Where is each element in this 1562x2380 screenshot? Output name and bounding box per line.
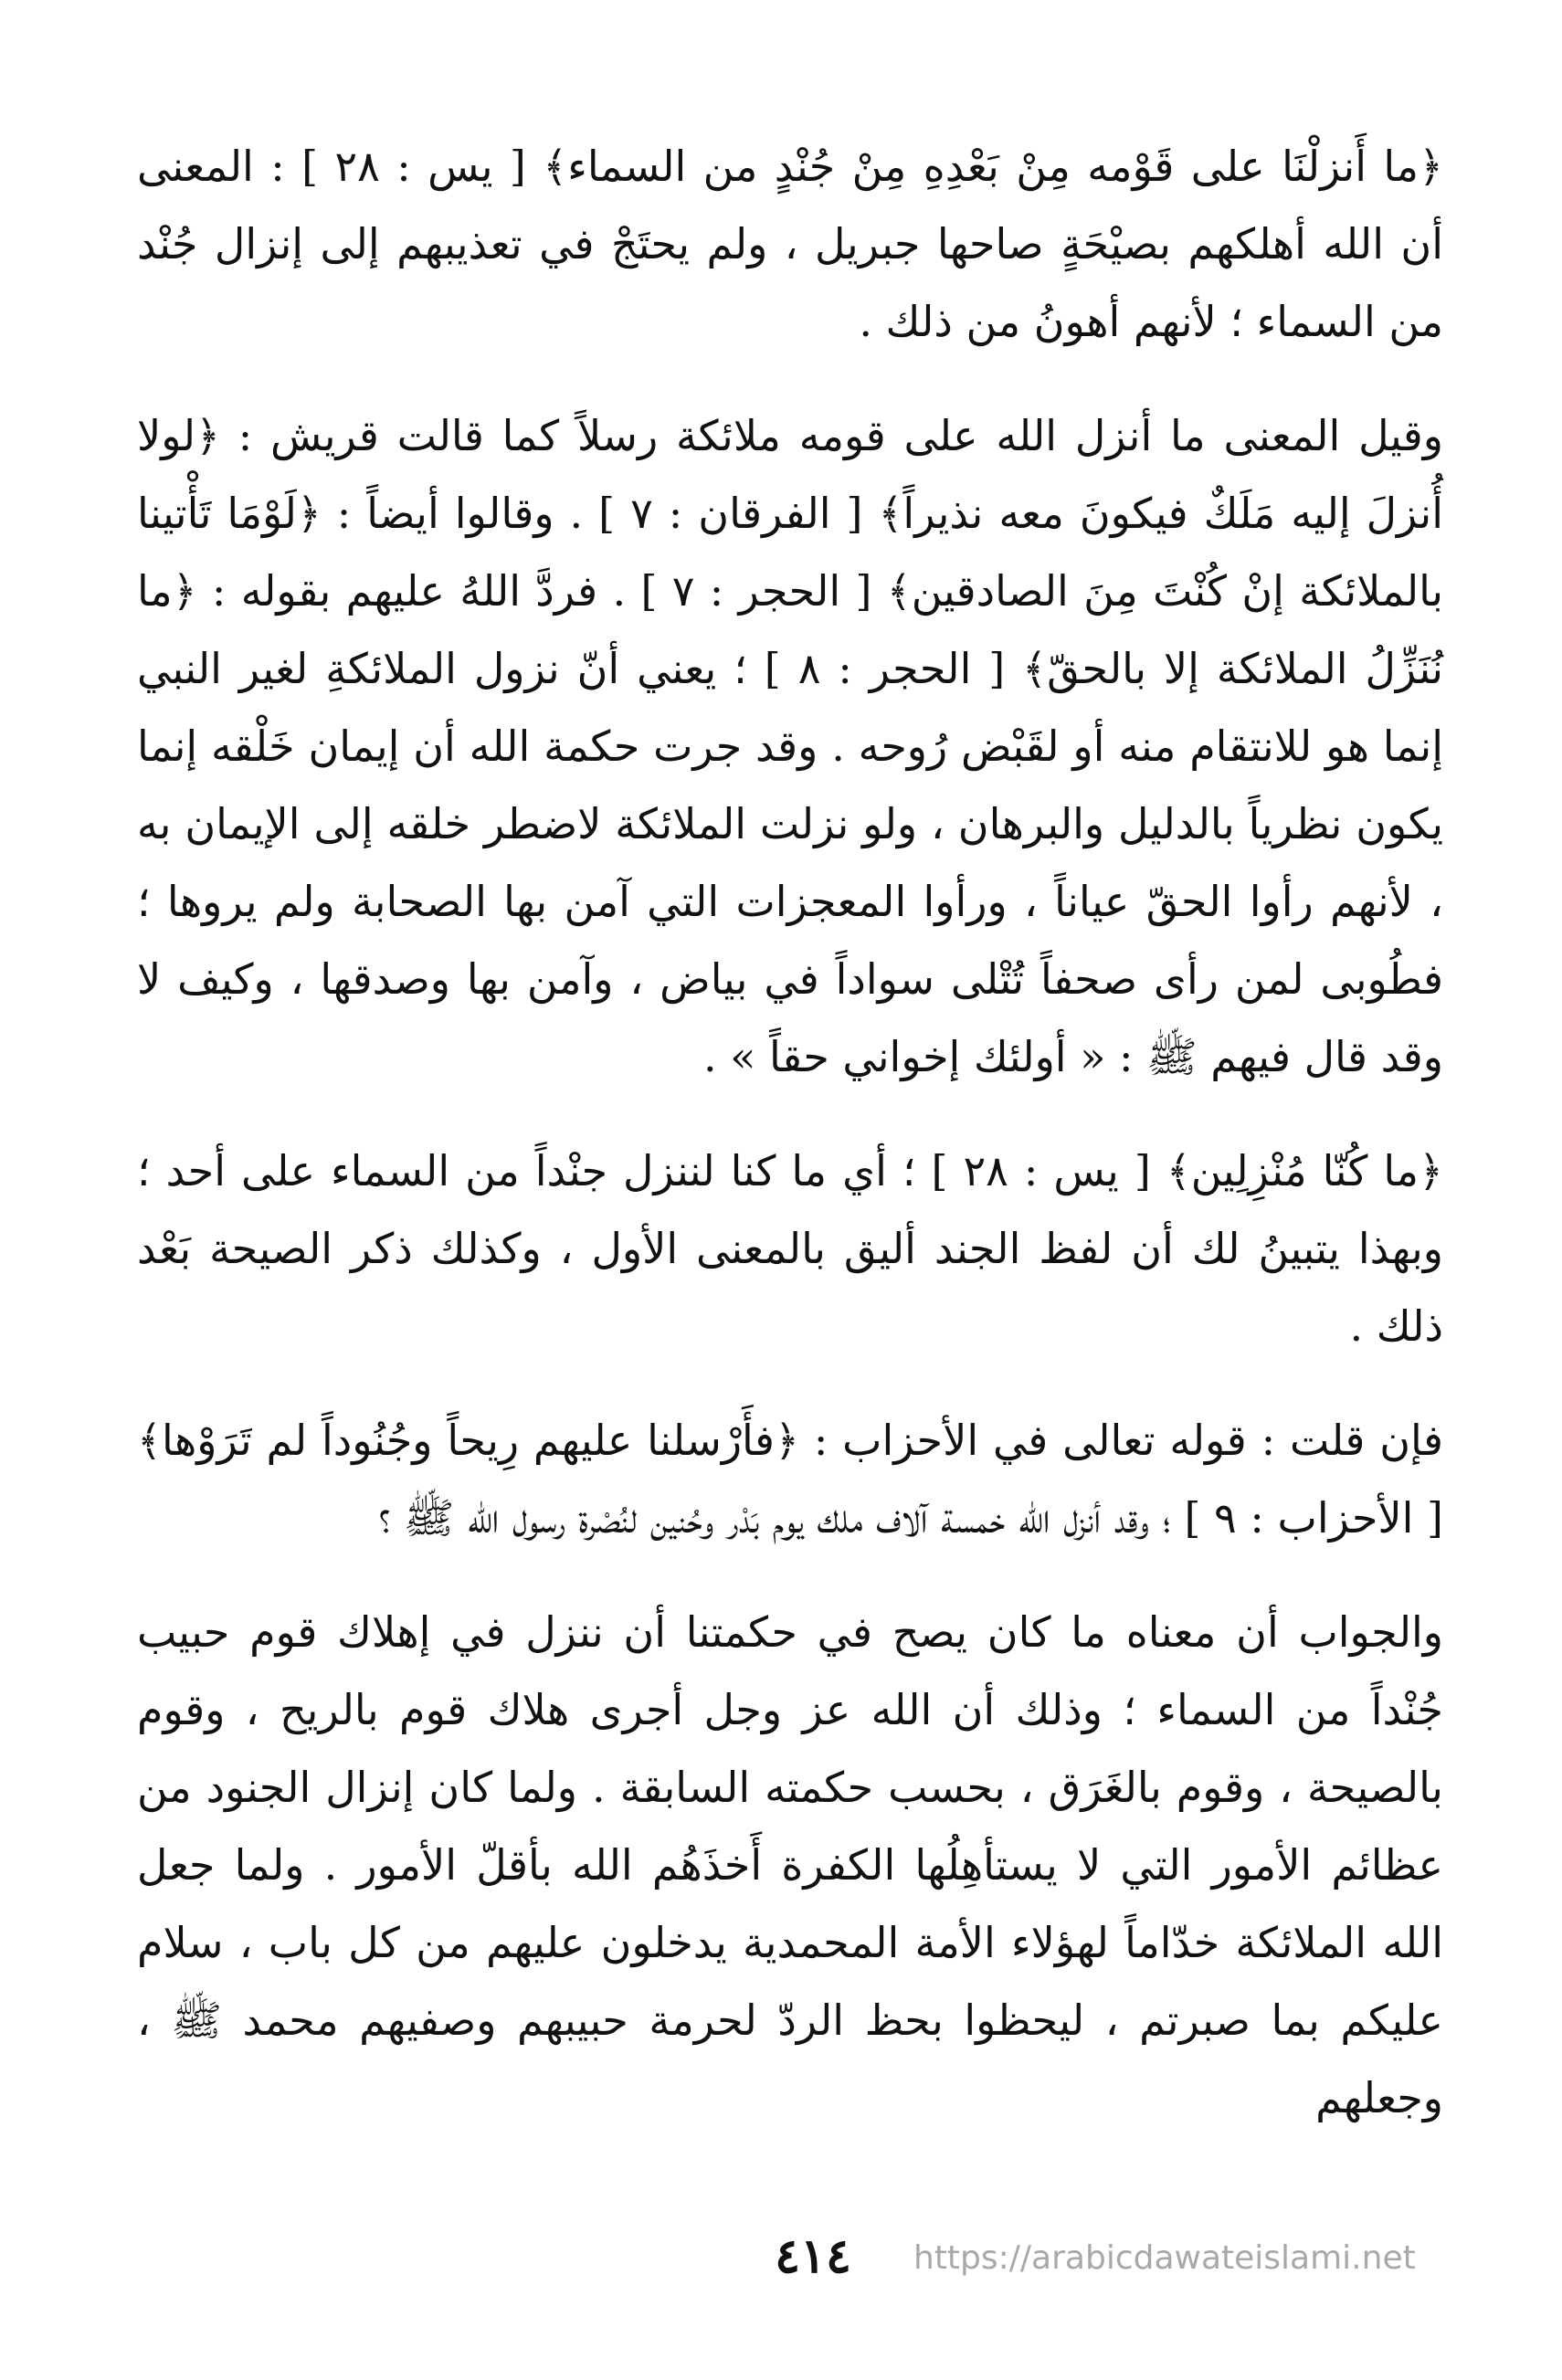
paragraph-1: ﴿ما أَنزلْنَا على قَوْمه مِنْ بَعْدِهِ مِنْ جُنْدٍ من السماء﴾ [ يس : ٢٨ ] : المعنى أن الله أهلكهم بصيْحَةٍ صاحها جبريل ، ولم يحتَجْ في تعذيبهم إلى إنزال جُنْد من السماء ؛ لأنهم أهونُ من ذلك . — [137, 142, 1443, 346]
page-number: ٤١٤ — [775, 2228, 851, 2284]
watermark-url: https://arabicdawateislami.net — [913, 2239, 1416, 2277]
paragraph-5: والجواب أن معناه ما كان يصح في حكمتنا أن ننزل في إهلاك قوم حبيب جُنْداً من السماء ؛ وذلك أن الله عز وجل أجرى هلاك قوم بالريح ، وقوم بالصيحة ، وقوم بالغَرَق ، بحسب حكمته السابقة . ولما كان إنزال الجنود من عظائم الأمور التي لا يستأهِلُها الكفرة أَخذَهُم الله بأقلّ الأمور . ولما جعل الله الملائكة خدّاماً لهؤلاء الأمة المحمدية يدخلون عليهم من كل باب ، سلام عليكم بما صبرتم ، ليحظوا بحظ الردّ لحرمة حبيبهم وصفيهم محمد ﷺ ، وجعلهم — [137, 1607, 1443, 2122]
paragraph-4: فإن قلت : قوله تعالى في الأحزاب : ﴿فأَرْسلنا عليهم رِيحاً وجُنُوداً لم تَرَوْها﴾ [ الأحزاب : ٩ ] ؛ وقد أنزل الله خمسة آلاف ملك يوم بَدْر وحُنين لنُصْرة رسول الله ﷺ ؟ — [137, 1416, 1443, 1543]
paragraph-3: ﴿ما كُنّا مُنْزِلِين﴾ [ يس : ٢٨ ] ؛ أي ما كنا لننزل جنْداً من السماء على أحد ؛ وبهذا يتبينُ لك أن لفظ الجند أليق بالمعنى الأول ، وكذلك ذكر الصيحة بَعْد ذلك . — [137, 1146, 1444, 1351]
page-body — [137, 128, 1443, 2192]
paragraph-2: وقيل المعنى ما أنزل الله على قومه ملائكة رسلاً كما قالت قريش : ﴿لولا أُنزلَ إليه مَلَكٌ فيكونَ معه نذيراً﴾ [ الفرقان : ٧ ] . وقالوا أيضاً : ﴿لَوْمَا تَأْتينا بالملائكة إنْ كُنْتَ مِنَ الصادقين﴾ [ الحجر : ٧ ] . فردَّ اللهُ عليهم بقوله : ﴿ما نُنَزِّلُ الملائكة إلا بالحقّ﴾ [ الحجر : ٨ ] ؛ يعني أنّ نزول الملائكةِ لغير النبي إنما هو للانتقام منه أو لقَبْض رُوحه . وقد جرت حكمة الله أن إيمان خَلْقه إنما يكون نظرياً بالدليل والبرهان ، ولو نزلت الملائكة لاضطر خلقه إلى الإيمان به ، لأنهم رأوا الحقّ عياناً ، ورأوا المعجزات التي آمن بها الصحابة ولم يروها ؛ فطُوبى لمن رأى صحفاً تُتْلى سواداً في بياض ، وآمن بها وصدقها ، وكيف لا وقد قال فيهم ﷺ : « أولئك إخواني حقاً » . — [137, 411, 1444, 1081]
page-footer — [0, 2228, 1562, 2283]
